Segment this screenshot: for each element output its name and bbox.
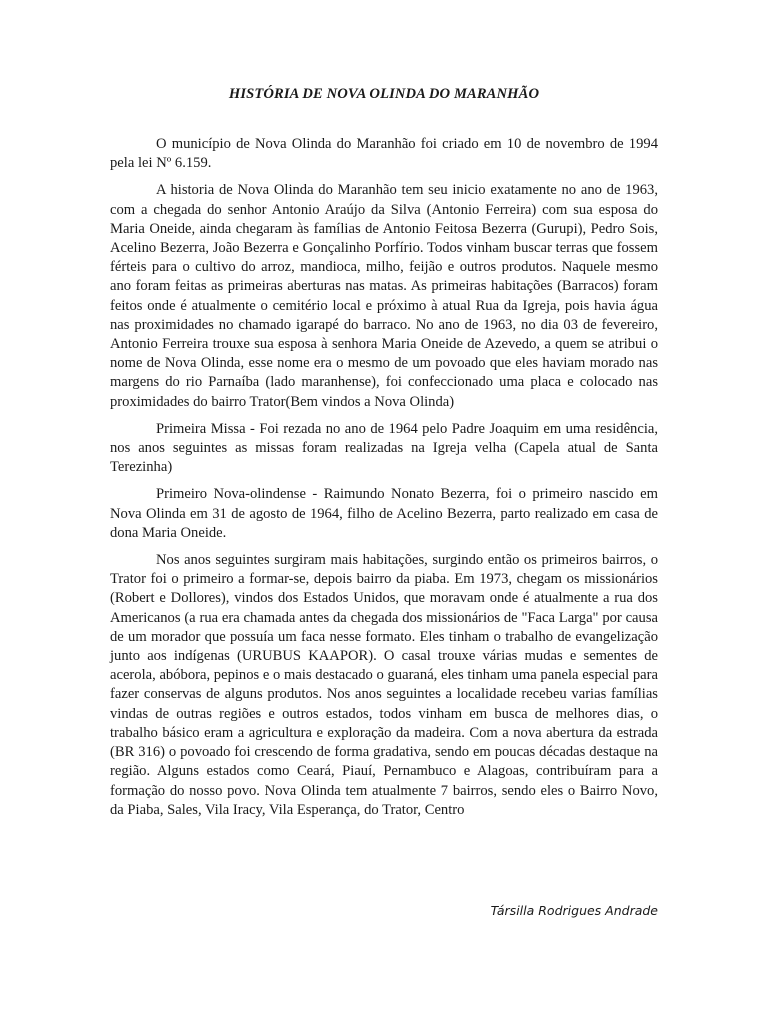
paragraph-first-mass: Primeira Missa - Foi rezada no ano de 1964 pelo Padre Joaquim em uma residência, nos anos seguintes as missas foram realizadas na Igreja velha (Capela atual de Santa Terezinha) bbox=[110, 420, 658, 476]
document-title: HISTÓRIA DE NOVA OLINDA DO MARANHÃO bbox=[228, 86, 540, 102]
paragraph-municipality-creation: O município de Nova Olinda do Maranhão foi criado em 10 de novembro de 1994 pela lei Nº 6.159. bbox=[110, 136, 658, 172]
document-body bbox=[110, 135, 658, 828]
paragraph-first-native: Primeiro Nova-olindense - Raimundo Nonato Bezerra, foi o primeiro nascido em Nova Olinda em 31 de agosto de 1964, filho de Acelino Bezerra, parto realizado em casa de dona Maria Oneide. bbox=[110, 486, 658, 541]
paragraph-history-origin: A historia de Nova Olinda do Maranhão tem seu inicio exatamente no ano de 1963, com a chegada do senhor Antonio Araújo da Silva (Antonio Ferreira) com sua esposa do Maria Oneide, ainda chegaram às famílias de Antonio Feitosa Bezerra (Gurupi), Pedro Sois, Acelino Bezerra, João Bezerra e Gonçalinho Porfírio. Todos vinham buscar terras que fossem férteis para o cultivo do arroz, mandioca, milho, feijão e outros produtos. Naquele mesmo ano foram feitas as primeiras aberturas nas matas. As primeiras habitações (Barracos) foram feitos onde é atualmente o cemitério local e próximo à atual Rua da Igreja, pois havia água nas proximidades no chamado igarapé do barraco. No ano de 1963, no dia 03 de fevereiro, Antonio Ferreira trouxe sua esposa à senhora Maria Oneide de Azevedo, a quem se atribui o nome de Nova Olinda, esse nome era o mesmo de um povoado que eles haviam morado nas margens do rio Parnaíba (lado maranhense), foi confeccionado uma placa e colocado nas proximidades do bairro Trator(Bem vindos a Nova Olinda) bbox=[110, 182, 658, 410]
document-page bbox=[110, 0, 658, 1024]
author-signature: Társilla Rodrigues Andrade bbox=[490, 903, 658, 918]
paragraph-later-growth: Nos anos seguintes surgiram mais habitações, surgindo então os primeiros bairros, o Trator foi o primeiro a formar-se, depois bairro da piaba. Em 1973, chegam os missionários (Robert e Dollores), vindos dos Estados Unidos, que moravam onde é atualmente a rua dos Americanos (a rua era chamada antes da chegada dos missionários de "Faca Larga" por causa de um morador que possuía um faca nesse formato. Eles tinham o trabalho de evangelização junto aos indígenas (URUBUS KAAPOR). O casal trouxe várias mudas e sementes de acerola, abóbora, pepinos e o mais destacado o guaraná, eles tinham uma panela especial para fazer conservas de alguns produtos. Nos anos seguintes a localidade recebeu varias famílias vindas de outras regiões e outros estados, todos vinham em busca de melhores dias, o trabalho básico eram a agricultura e exploração da madeira. Com a nova abertura da estrada (BR 316) o povoado foi crescendo de forma gradativa, sendo em poucas décadas destaque na região. Alguns estados como Ceará, Piauí, Pernambuco e Alagoas, contribuíram para a formação do nosso povo. Nova Olinda tem atualmente 7 bairros, sendo eles o Bairro Novo, da Piaba, Sales, Vila Iracy, Vila Esperança, do Trator, Centro bbox=[110, 552, 658, 818]
